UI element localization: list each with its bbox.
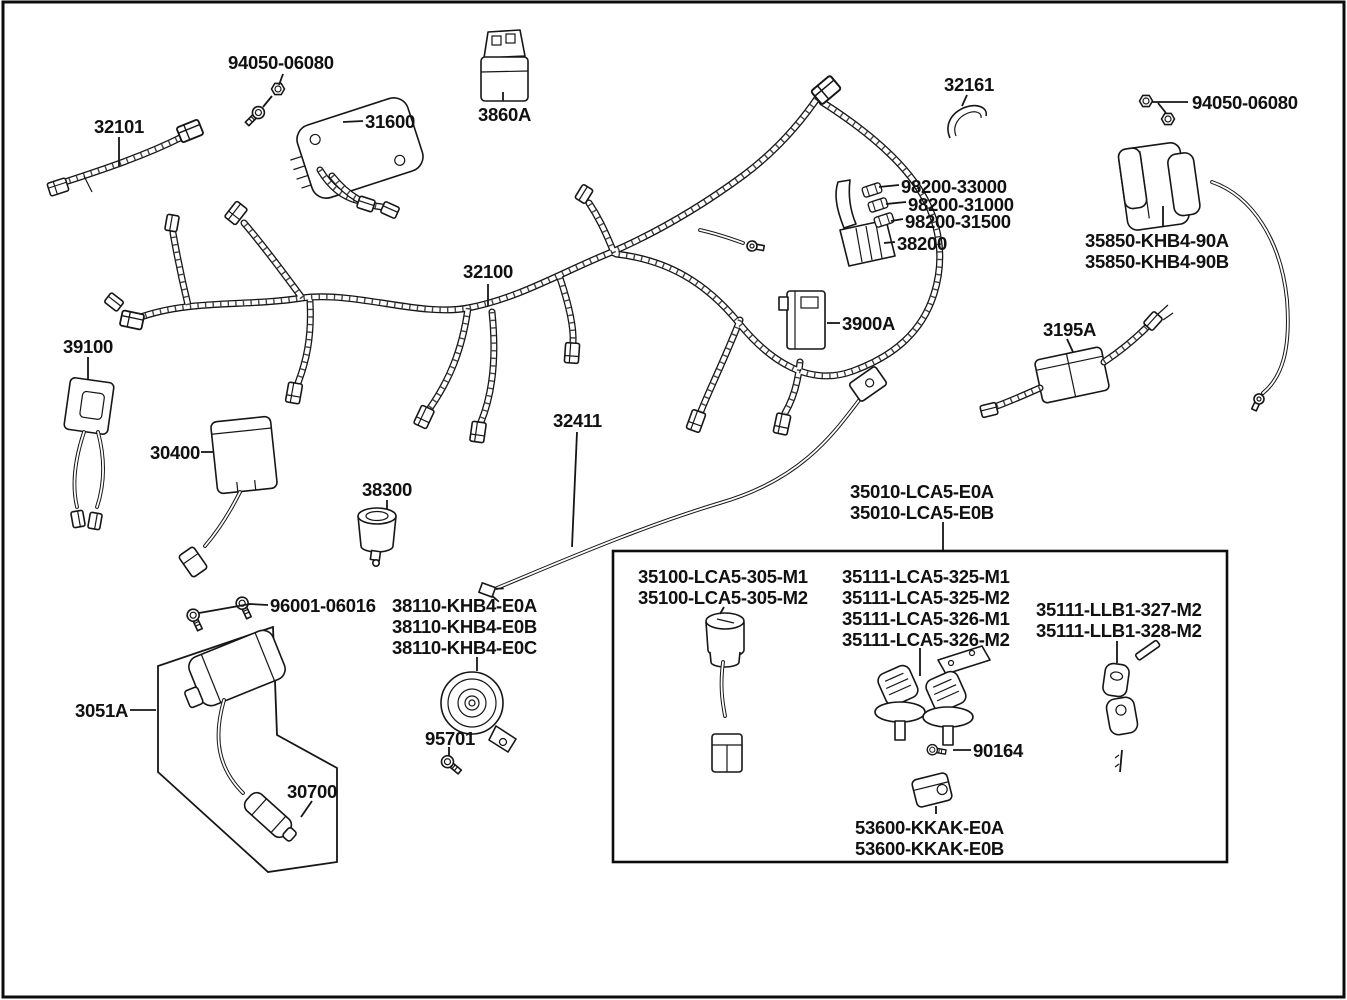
label-keyset-35010 bbox=[850, 481, 994, 523]
label-switch-base-35111 bbox=[842, 566, 1010, 650]
label-band-32161: 32161 bbox=[944, 74, 994, 95]
label-switch-base-326-m1: 35111-LCA5-326-M1 bbox=[842, 608, 1010, 629]
label-keys-35111-llb1 bbox=[1036, 599, 1202, 641]
label-fusebox-38200: 38200 bbox=[897, 233, 947, 254]
label-switch-base-325-m1: 35111-LCA5-325-M1 bbox=[842, 566, 1010, 587]
label-coil-3051a: 3051A bbox=[75, 700, 129, 721]
relay-38300-drawing bbox=[358, 508, 396, 566]
label-horn-38110-c: 38110-KHB4-E0C bbox=[392, 637, 537, 658]
label-relay-38300: 38300 bbox=[362, 479, 412, 500]
label-regulator-31600: 31600 bbox=[365, 111, 415, 132]
label-harness-32100: 32100 bbox=[463, 261, 513, 282]
bolts-96001-drawing bbox=[185, 595, 268, 632]
main-switch-35100-drawing bbox=[706, 613, 744, 772]
label-switch-base-326-m2: 35111-LCA5-326-M2 bbox=[842, 629, 1010, 650]
label-screw-90164: 90164 bbox=[973, 740, 1023, 761]
wire-harness-drawing bbox=[104, 75, 940, 443]
label-unit-39100: 39100 bbox=[63, 336, 113, 357]
label-main-switch-35100-m1: 35100-LCA5-305-M1 bbox=[638, 566, 808, 587]
unit-53600-drawing bbox=[911, 772, 953, 808]
label-bolt-96001: 96001-06016 bbox=[270, 595, 376, 616]
switch-base-35111-drawing bbox=[875, 646, 990, 745]
label-bolt-95701: 95701 bbox=[425, 728, 475, 749]
band-32161-drawing bbox=[948, 106, 986, 138]
label-cdi-30400: 30400 bbox=[150, 442, 200, 463]
label-unit-53600-a: 53600-KKAK-E0A bbox=[855, 817, 1004, 838]
relay-3860a-drawing bbox=[481, 30, 528, 101]
label-rectifier-3195a: 3195A bbox=[1043, 319, 1097, 340]
label-unit-3900a: 3900A bbox=[842, 313, 896, 334]
label-coil-35850-b: 35850-KHB4-90B bbox=[1085, 251, 1229, 272]
label-horn-38110-b: 38110-KHB4-E0B bbox=[392, 616, 537, 637]
label-coil-35850 bbox=[1085, 230, 1229, 272]
bolt-95701-drawing bbox=[439, 753, 464, 776]
label-coil-35850-a: 35850-KHB4-90A bbox=[1085, 230, 1229, 251]
label-bolt-94050-top-left: 94050-06080 bbox=[228, 52, 334, 73]
label-fuse-98200-31500: 98200-31500 bbox=[905, 211, 1011, 232]
label-sub-harness-32101: 32101 bbox=[94, 116, 144, 137]
unit-3900a-drawing bbox=[779, 291, 825, 349]
label-main-switch-35100-m2: 35100-LCA5-305-M2 bbox=[638, 587, 808, 608]
label-fuse-98200-33000: 98200-33000 bbox=[901, 176, 1007, 197]
bolt-94050-top-left-drawing bbox=[243, 83, 285, 128]
label-horn-38110 bbox=[392, 595, 537, 658]
label-cable-32411: 32411 bbox=[553, 410, 602, 431]
label-keyset-35010-b: 35010-LCA5-E0B bbox=[850, 502, 994, 523]
fuse-box-38200-drawing bbox=[836, 180, 895, 266]
label-unit-53600 bbox=[855, 817, 1004, 859]
label-switch-base-325-m2: 35111-LCA5-325-M2 bbox=[842, 587, 1010, 608]
cdi-30400-drawing bbox=[178, 416, 277, 578]
label-fuse-98200-31000: 98200-31000 bbox=[908, 194, 1014, 215]
label-horn-38110-a: 38110-KHB4-E0A bbox=[392, 595, 537, 616]
ignition-coil-3051a-drawing bbox=[158, 627, 337, 872]
label-relay-3860a: 3860A bbox=[478, 104, 532, 125]
unit-39100-drawing bbox=[64, 377, 115, 530]
label-key-327-m2: 35111-LLB1-327-M2 bbox=[1036, 599, 1202, 620]
label-cap-30700: 30700 bbox=[287, 781, 337, 802]
keys-35111-drawing bbox=[1102, 640, 1160, 772]
label-keyset-35010-a: 35010-LCA5-E0A bbox=[850, 481, 994, 502]
label-unit-53600-b: 53600-KKAK-E0B bbox=[855, 838, 1004, 859]
label-bolt-94050-top-right: 94050-06080 bbox=[1192, 92, 1298, 113]
label-main-switch-35100 bbox=[638, 566, 808, 608]
label-key-328-m2: 35111-LLB1-328-M2 bbox=[1036, 620, 1202, 641]
